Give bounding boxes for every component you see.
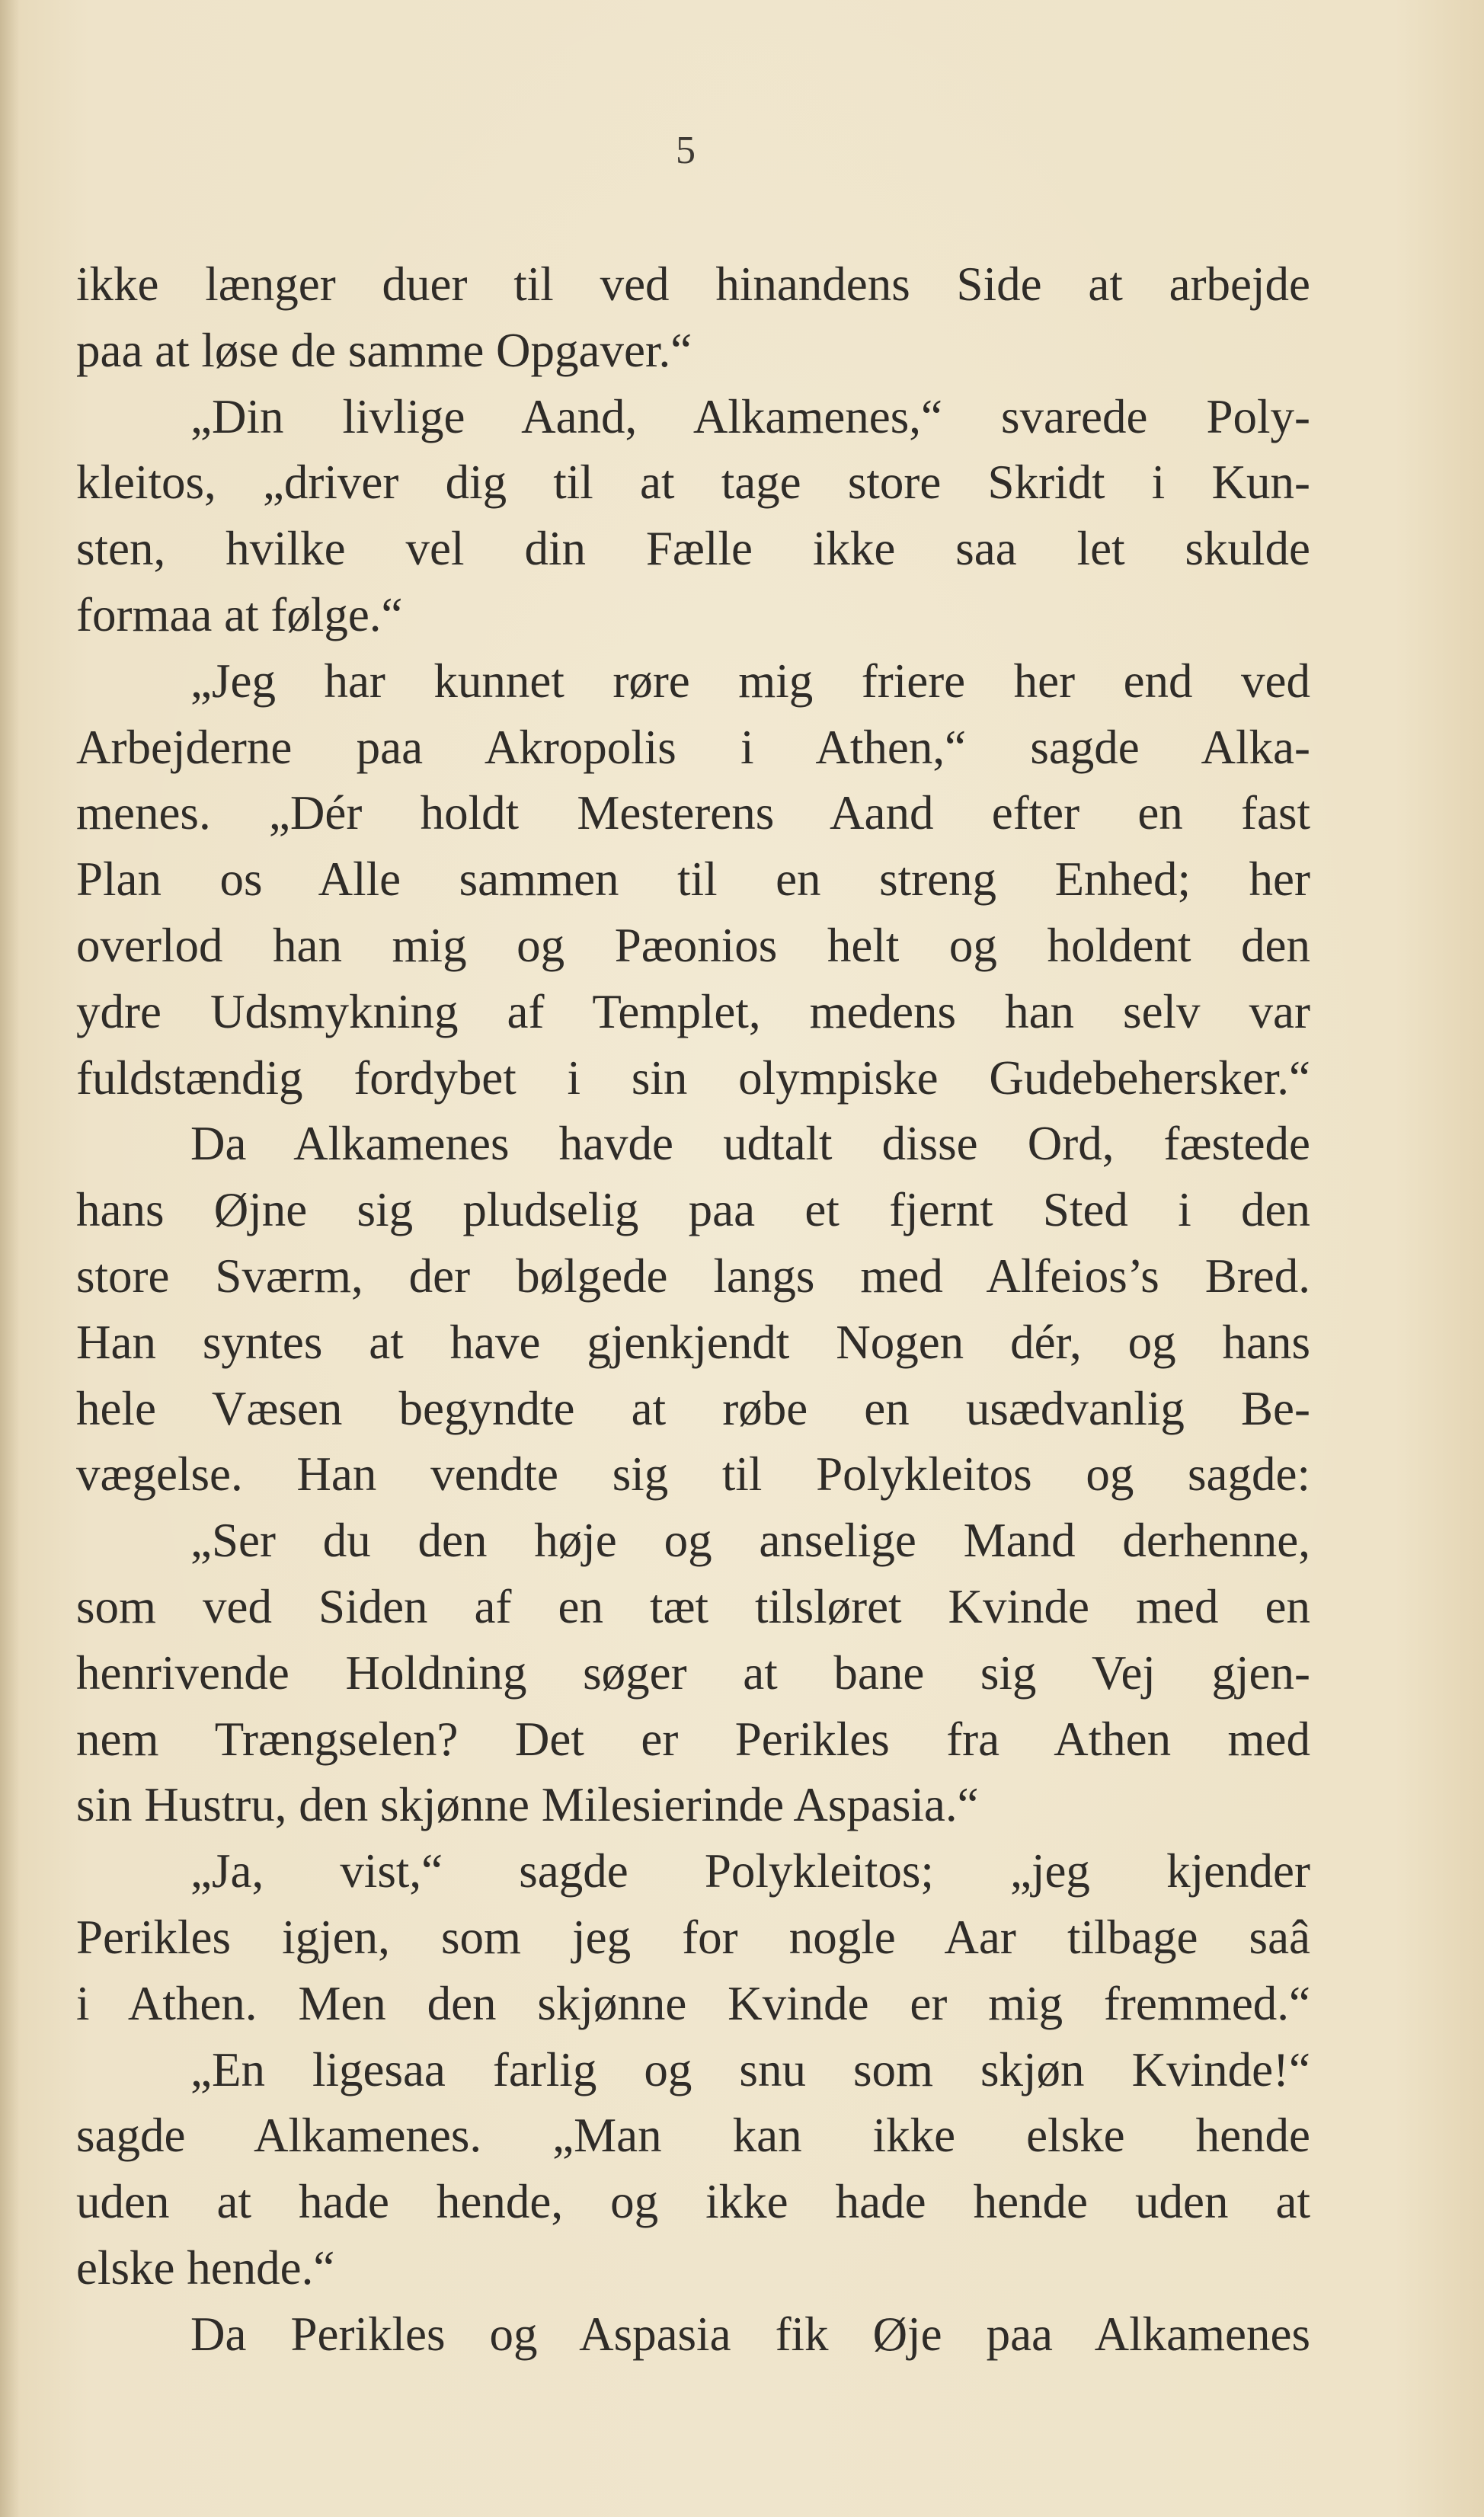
- body-text: [76, 251, 1310, 2368]
- text-line: vægelse. Han vendte sig til Polykleitos og sagde:: [76, 1447, 1310, 1502]
- text-line: Perikles igjen, som jeg for nogle Aar tilbage saâ: [76, 1910, 1310, 1964]
- text-line: ikke længer duer til ved hinandens Side at arbejde: [76, 257, 1310, 311]
- text-line: henrivende Holdning søger at bane sig Vej gjen-: [76, 1645, 1310, 1700]
- text-line: „Din livlige Aand, Alkamenes,“ svarede Poly-: [190, 389, 1310, 443]
- text-line: hele Væsen begyndte at røbe en usædvanlig Be-: [76, 1381, 1310, 1435]
- text-line: overlod han mig og Pæonios helt og holdent den: [76, 918, 1310, 972]
- text-line: nem Trængselen? Det er Perikles fra Athen med: [76, 1712, 1310, 1766]
- text-line: kleitos, „driver dig til at tage store Skridt i Kun-: [76, 456, 1310, 510]
- text-line: „Jeg har kunnet røre mig friere her end ved: [190, 654, 1310, 708]
- text-line: sten, hvilke vel din Fælle ikke saa let skulde: [76, 522, 1310, 576]
- page-number: 5: [676, 129, 696, 172]
- text-line: Da Perikles og Aspasia fik Øje paa Alkamenes: [190, 2307, 1310, 2361]
- text-line: Han syntes at have gjenkjendt Nogen dér, og hans: [76, 1315, 1310, 1369]
- text-line: Plan os Alle sammen til en streng Enhed; her: [76, 852, 1310, 907]
- text-line: „En ligesaa farlig og snu som skjøn Kvinde!“: [190, 2042, 1310, 2096]
- text-line: fuldstændig fordybet i sin olympiske Gudebehersker.“: [76, 1051, 1310, 1105]
- text-line: i Athen. Men den skjønne Kvinde er mig fremmed.“: [76, 1976, 1310, 2030]
- text-line: Arbejderne paa Akropolis i Athen,“ sagde Alka-: [76, 720, 1310, 774]
- text-line: paa at løse de samme Opgaver.“: [76, 323, 692, 377]
- text-line: „Ser du den høje og anselige Mand derhenne,: [190, 1514, 1310, 1568]
- text-line: som ved Siden af en tæt tilsløret Kvinde med en: [76, 1579, 1310, 1633]
- text-line: menes. „Dér holdt Mesterens Aand efter en fast: [76, 786, 1310, 840]
- text-line: ydre Udsmykning af Templet, medens han selv var: [76, 984, 1310, 1038]
- text-line: sagde Alkamenes. „Man kan ikke elske hende: [76, 2109, 1310, 2163]
- text-line: Da Alkamenes havde udtalt disse Ord, fæstede: [190, 1117, 1310, 1171]
- page-edge-shadow: [0, 0, 20, 2517]
- text-line: hans Øjne sig pludselig paa et fjernt Sted i den: [76, 1183, 1310, 1237]
- text-line: store Sværm, der bølgede langs med Alfeios’s Bred.: [76, 1249, 1310, 1303]
- text-line: „Ja, vist,“ sagde Polykleitos; „jeg kjender: [190, 1844, 1310, 1898]
- text-line: uden at hade hende, og ikke hade hende uden at: [76, 2175, 1310, 2229]
- text-line: sin Hustru, den skjønne Milesierinde Aspasia.“: [76, 1778, 979, 1832]
- text-line: formaa at følge.“: [76, 587, 403, 641]
- text-line: elske hende.“: [76, 2240, 335, 2295]
